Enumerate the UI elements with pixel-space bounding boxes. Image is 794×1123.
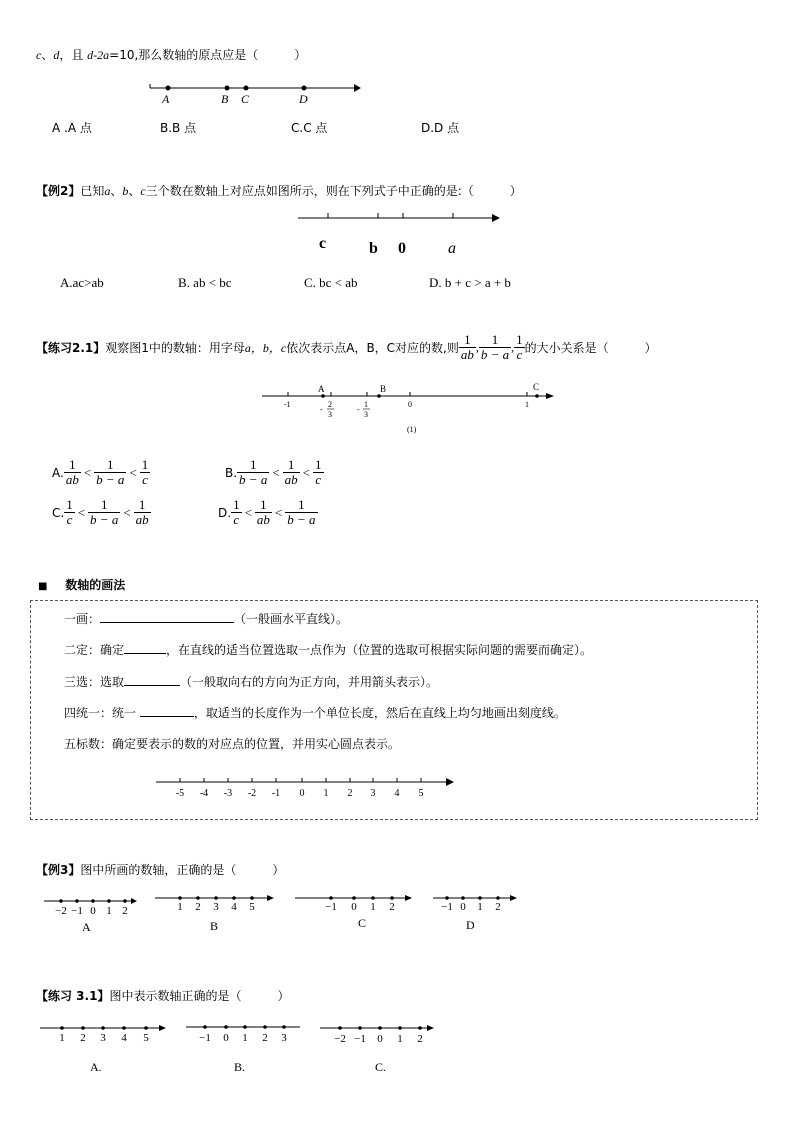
ex3-tag: 【例3】	[36, 863, 81, 877]
q1-option-b[interactable]: B.B 点	[160, 121, 197, 135]
frac-den: ab	[65, 472, 79, 487]
axis-tick-label: 1	[59, 1032, 65, 1044]
ex2-option-a[interactable]: A.ac>ab	[60, 275, 104, 290]
axis-dot	[122, 1026, 126, 1030]
axis-tick-label: 2	[495, 901, 501, 913]
ex3-text: 图中所画的数轴，正确的是（ ）	[80, 863, 285, 877]
q1-label-a: A	[162, 92, 170, 106]
ex21-text: 观察图1中的数轴：用字母	[105, 341, 245, 355]
ex31-label-a: A.	[90, 1060, 102, 1074]
axis-tick-label: 2	[262, 1032, 268, 1044]
axis-tick-label: -2	[247, 788, 257, 799]
axis-tick-label: −1	[325, 901, 337, 913]
axis-tick-label: -1	[271, 788, 281, 799]
q1-label-b: B	[221, 92, 229, 106]
axis-tick-label: 2	[122, 905, 128, 917]
ex21-comma2: ,	[511, 340, 515, 354]
lt-sign: <	[77, 504, 86, 520]
draw-heading-text: 数轴的画法	[65, 578, 126, 592]
lt-sign: <	[129, 464, 137, 480]
draw-line5: 五标数：确定要表示的数的对应点的位置，并用实心圆点表示。	[64, 737, 401, 751]
frac-den: b − a	[239, 472, 268, 487]
ex2-label-b: b	[369, 240, 378, 257]
ex31-tag: 【练习 3.1】	[36, 989, 110, 1003]
ex2-sep1: 、	[110, 184, 123, 198]
axis-dot	[418, 1026, 422, 1030]
axis-dot	[398, 1026, 402, 1030]
ex21-label-b: B	[380, 384, 387, 394]
axis-tick-label: 5	[418, 788, 424, 799]
frac-den: c	[231, 512, 242, 527]
axis-dot	[378, 1026, 382, 1030]
axis-tick-label: 1	[370, 901, 376, 913]
q1-option-d[interactable]: D.D 点	[421, 121, 460, 135]
axis-tick-label: 1	[242, 1032, 248, 1044]
opt-label: A.	[52, 465, 64, 480]
frac-num: 1	[233, 497, 240, 512]
ex2-option-c[interactable]: C. bc < ab	[304, 275, 358, 290]
axis-dot	[81, 1026, 85, 1030]
axis-tick-label: −1	[441, 901, 453, 913]
bullet-icon: ■	[38, 581, 48, 592]
lt-sign: <	[244, 504, 252, 520]
frac-num: 1	[100, 497, 108, 512]
axis-tick-label: -3	[223, 788, 233, 799]
axis-dot	[60, 1026, 64, 1030]
frac-num: 1	[491, 332, 499, 347]
q1-option-c[interactable]: C.C 点	[291, 121, 328, 135]
axis-tick-label: −1	[199, 1032, 211, 1044]
ex2-label-a: a	[448, 240, 456, 257]
opt-label: D.	[218, 505, 232, 520]
axis-tick-label: 0	[223, 1032, 229, 1044]
frac-den: ab	[284, 472, 298, 487]
ex21-tick-3b: 3	[364, 410, 368, 419]
ex2-a: a	[104, 184, 111, 198]
q1-c: c	[36, 48, 42, 62]
lt-sign: <	[272, 464, 280, 480]
axis-tick-label: 0	[460, 901, 466, 913]
frac-num: 1	[66, 497, 73, 512]
ex31-label-c: C.	[375, 1060, 387, 1074]
ex21-tag: 【练习2.1】	[36, 341, 106, 355]
axis-tick-label: 3	[281, 1032, 287, 1044]
axis-tick-label: 1	[477, 901, 483, 913]
axis-tick-label: 1	[397, 1033, 403, 1045]
axis-tick-label: 3	[213, 901, 219, 913]
ex2-option-d[interactable]: D. b + c > a + b	[429, 275, 511, 290]
axis-tick-label: 4	[231, 901, 237, 913]
ex21-letters: a，b，c	[244, 341, 287, 355]
ex21-tick-1: 1	[364, 400, 368, 409]
frac-den: b − a	[96, 472, 125, 487]
q1-d: d	[53, 48, 60, 62]
frac-num: 1	[138, 497, 146, 512]
q1-label-c: C	[241, 92, 250, 106]
ex2-rest: 三个数在数轴上对应点如图所示，则在下列式子中正确的是:（ ）	[145, 184, 522, 198]
ex31-label-b: B.	[234, 1060, 246, 1074]
axis-tick-label: 3	[100, 1032, 106, 1044]
axis-tick-label: 4	[121, 1032, 127, 1044]
frac-num: 1	[516, 332, 523, 347]
axis-tick-label: 1	[323, 788, 329, 799]
frac-num: 1	[107, 457, 114, 472]
frac-den: c	[313, 472, 324, 487]
ex2-sep2: 、	[128, 184, 141, 198]
frac-den: c	[140, 472, 151, 487]
axis-dot	[282, 1025, 286, 1029]
ex21-label-c: C	[533, 382, 540, 392]
ex21-tick-neg1: -1	[284, 400, 291, 409]
frac-den: ab	[460, 347, 474, 362]
axis-dot	[358, 1026, 362, 1030]
lt-sign: <	[302, 464, 311, 480]
axis-dot	[263, 1025, 267, 1029]
ex21-tick-minus1: -	[320, 405, 323, 414]
draw-line4-a: 四统一：统一	[64, 706, 140, 720]
axis-dot	[101, 1026, 105, 1030]
ex21-fig-caption: (1)	[407, 425, 417, 434]
frac-num: 1	[315, 457, 322, 472]
ex2-label-c: c	[319, 235, 327, 252]
axis-tick-label: 0	[90, 905, 96, 917]
ex21-tick-2: 2	[328, 400, 332, 409]
axis-tick-label: 0	[299, 788, 305, 799]
q1-mid: ，且	[59, 48, 88, 62]
axis-tick-label: −1	[354, 1033, 366, 1045]
frac-den: ab	[135, 512, 149, 527]
opt-label: B.	[225, 465, 238, 480]
draw-line1-b: （一般画水平直线）。	[234, 612, 349, 626]
axis-tick-label: 1	[177, 901, 183, 913]
frac-den: b − a	[287, 512, 316, 527]
axis-dot	[338, 1026, 342, 1030]
axis-tick-label: 0	[351, 901, 357, 913]
axis-tick-label: 5	[143, 1032, 149, 1044]
frac-den: b − a	[480, 347, 510, 362]
ex21-tick-0: 0	[408, 400, 412, 409]
lt-sign: <	[83, 464, 92, 480]
ex21-text2: 依次表示点A，B，C对应的数,则	[286, 341, 459, 355]
q1-eq: d-2a	[87, 48, 110, 62]
lt-sign: <	[123, 504, 131, 520]
frac-num: 1	[464, 332, 471, 347]
axis-tick-label: 2	[389, 901, 395, 913]
axis-tick-label: 3	[370, 788, 376, 799]
lt-sign: <	[274, 504, 283, 520]
ex21-text3: 的大小关系是（ ）	[524, 341, 657, 355]
ex2-label-0: 0	[398, 240, 406, 257]
ex31-text: 图中表示数轴正确的是（ ）	[109, 989, 290, 1003]
axis-tick-label: −2	[55, 905, 67, 917]
ex2-b: b	[122, 184, 129, 198]
ex3-label-d: D	[466, 918, 475, 932]
frac-den: b − a	[90, 512, 119, 527]
axis-dot	[243, 1025, 247, 1029]
axis-tick-label: 2	[80, 1032, 86, 1044]
ex21-comma1: ,	[475, 340, 479, 354]
frac-den: ab	[256, 512, 270, 527]
draw-line4-b: ，取适当的长度作为一个单位长度，然后在直线上均匀地画出刻度线。	[193, 706, 566, 720]
ex3-label-a: A	[82, 920, 91, 934]
axis-tick-label: 2	[195, 901, 201, 913]
axis-tick-label: −1	[71, 905, 83, 917]
axis-dot	[224, 1025, 228, 1029]
axis-tick-label: 2	[347, 788, 353, 799]
opt-label: C.	[52, 505, 65, 520]
ex2-text: 已知	[80, 184, 105, 198]
axis-tick-label: 1	[106, 905, 112, 917]
ex2-c: c	[140, 184, 146, 198]
ex2-option-b[interactable]: B. ab < bc	[178, 275, 232, 290]
draw-line2-b: ，在直线的适当位置选取一点作为（位置的选取可根据实际问题的需要而确定）。	[166, 643, 593, 657]
ex21-tick-3a: 3	[328, 410, 332, 419]
q1-sep: 、	[41, 48, 54, 62]
draw-line1-a: 一画：	[64, 612, 101, 626]
frac-den: c	[514, 347, 525, 362]
frac-num: 1	[249, 457, 257, 472]
q1-option-a[interactable]: A .A 点	[52, 121, 92, 135]
axis-tick-label: 5	[249, 901, 255, 913]
frac-num: 1	[260, 497, 267, 512]
q1-label-d: D	[299, 92, 308, 106]
ex21-tick-minus2: -	[357, 405, 360, 414]
frac-num: 1	[287, 457, 295, 472]
axis-tick-label: 2	[417, 1033, 423, 1045]
frac-num: 1	[141, 457, 149, 472]
draw-line3-b: （一般取向右的方向为正方向，并用箭头表示）。	[180, 675, 439, 689]
ex3-label-b: B	[210, 919, 219, 933]
axis-tick-label: -5	[175, 788, 185, 799]
frac-num: 1	[69, 457, 76, 472]
ex3-label-c: C	[358, 916, 367, 930]
ex2-tag: 【例2】	[36, 184, 81, 198]
frac-den: c	[64, 512, 75, 527]
axis-dot	[203, 1025, 207, 1029]
axis-dot	[144, 1026, 148, 1030]
axis-tick-label: 4	[394, 788, 400, 799]
axis-tick-label: −2	[334, 1033, 346, 1045]
draw-line3-a: 三选：选取	[64, 675, 125, 689]
frac-num: 1	[298, 497, 305, 512]
axis-tick-label: -4	[199, 788, 209, 799]
ex21-label-a: A	[318, 384, 325, 394]
q1-rest: =10,那么数轴的原点应是（ ）	[109, 48, 307, 62]
axis-tick-label: 0	[377, 1033, 383, 1045]
ex21-tick-pos1: 1	[525, 400, 529, 409]
draw-line2-a: 二定：确定	[64, 643, 125, 657]
